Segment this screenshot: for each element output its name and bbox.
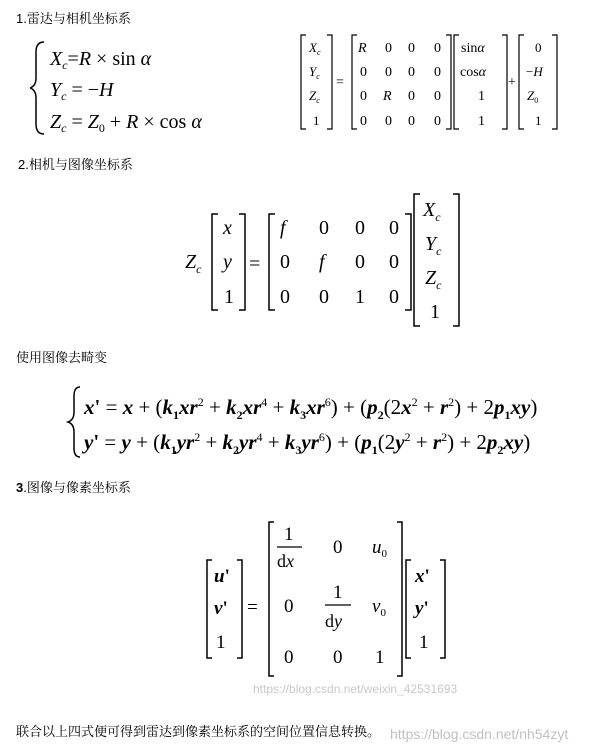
- svg-text:0: 0: [408, 89, 415, 104]
- svg-text:0: 0: [355, 217, 365, 239]
- svg-text:0: 0: [408, 41, 415, 56]
- section-3-title-text: .图像与像素坐标系: [23, 480, 131, 495]
- svg-text:Xc: $X_c$: [423, 199, 441, 224]
- svg-text:cosα: cosα: [460, 65, 487, 80]
- svg-text:1: 1: [284, 524, 294, 545]
- svg-text:0: 0: [385, 65, 392, 80]
- undistort-brace: [68, 387, 80, 457]
- svg-text:0: 0: [434, 114, 441, 129]
- eq1-line3: $Z_c = Z_0 + R \times \cos \alpha$: [50, 111, 202, 135]
- svg-text:0: 0: [434, 41, 441, 56]
- svg-text:0: 0: [389, 217, 399, 239]
- svg-text:−H: −H: [526, 64, 543, 79]
- section-1-title: 1.雷达与相机坐标系: [16, 11, 131, 26]
- svg-text:1: 1: [478, 89, 485, 104]
- undistort-title: 使用图像去畸变: [16, 350, 108, 365]
- svg-text:dy: dy: [325, 611, 342, 631]
- watermark-inner: https://blog.csdn.net/weixin_42531693: [253, 682, 458, 696]
- svg-text:R: R: [383, 89, 392, 104]
- svg-text:0: 0: [434, 65, 441, 80]
- svg-text:f: f: [280, 217, 286, 239]
- svg-text:0: 0: [360, 65, 367, 80]
- svg-text:+: +: [508, 75, 516, 90]
- svg-text:u0: $u_0$: [372, 537, 387, 560]
- svg-text:Zc: $Z_c$: [425, 267, 442, 292]
- eq1-line1: $X_c=R \times \sin \alpha$: [50, 48, 152, 72]
- svg-text:=: =: [247, 597, 258, 618]
- watermark-corner: https://blog.csdn.net/nh54zyt: [390, 726, 569, 742]
- svg-text:0: 0: [284, 596, 294, 617]
- svg-text:=: =: [249, 253, 261, 275]
- svg-text:0: 0: [408, 114, 415, 129]
- svg-text:R: R: [358, 41, 367, 56]
- eq1-vec-right: [519, 35, 557, 129]
- eq1-vec-left: [301, 35, 332, 129]
- eq3-matrix-form: [205, 510, 455, 680]
- svg-text:1: 1: [333, 582, 343, 603]
- svg-text:1: 1: [478, 114, 485, 129]
- svg-text:Yc: $Y_c$: [425, 233, 442, 258]
- svg-text:Xc: $X_c$: [309, 40, 321, 57]
- eq1-system: [30, 38, 245, 138]
- svg-text:1: 1: [313, 113, 320, 128]
- eq1-matrix: [352, 35, 451, 129]
- eq2-vec-right: [414, 194, 459, 326]
- eq2-vec-left: [212, 214, 245, 310]
- svg-text:0: 0: [280, 286, 290, 308]
- svg-text:dx: dx: [277, 551, 294, 571]
- eq1-brace: [30, 42, 44, 134]
- svg-text:1: 1: [224, 286, 234, 308]
- svg-text:1: 1: [419, 632, 429, 653]
- svg-text:1: 1: [355, 286, 365, 308]
- svg-text:x: x: [223, 217, 232, 239]
- svg-text:0: 0: [535, 40, 542, 55]
- svg-text:x': x': [415, 566, 430, 587]
- svg-text:v': v': [214, 598, 228, 619]
- svg-text:0: 0: [389, 286, 399, 308]
- eq2-matrix: [269, 214, 411, 310]
- eq2-matrix-form: [183, 190, 473, 330]
- eq-undistort: [66, 382, 596, 462]
- svg-text:f: f: [319, 251, 325, 273]
- eq1-line2: $Y_c = -H$: [50, 79, 114, 103]
- svg-text:0: 0: [333, 537, 343, 558]
- svg-text:0: 0: [319, 286, 329, 308]
- svg-text:Yc: $Y_c$: [309, 64, 320, 81]
- svg-text:0: 0: [280, 251, 290, 273]
- svg-text:u': u': [214, 566, 230, 587]
- section-3-number: 3: [16, 480, 24, 495]
- eq1-vec-mid: [454, 35, 507, 129]
- svg-text:Zc: $Z_c$: [185, 251, 202, 276]
- svg-text:0: 0: [360, 114, 367, 129]
- eq3-matrix: [269, 522, 402, 676]
- svg-text:=: =: [336, 75, 344, 90]
- undistort-line1: $x' = x + (k_1xr^2 + k_2xr^4 + k_3xr^6) + (p_2(2x^2 + r^2) + 2p_1xy)$: [84, 395, 538, 422]
- svg-text:Zc: $Z_c$: [309, 88, 320, 105]
- svg-text:0: 0: [389, 251, 399, 273]
- section-3-title: [16, 480, 131, 496]
- section-2-title: 2.相机与图像坐标系: [18, 157, 133, 172]
- svg-text:0: 0: [385, 114, 392, 129]
- svg-text:y: y: [223, 251, 232, 273]
- svg-text:y': y': [415, 598, 429, 619]
- svg-text:0: 0: [355, 251, 365, 273]
- eq3-vec-right: [406, 560, 445, 658]
- svg-text:sinα: sinα: [461, 41, 485, 56]
- svg-text:0: 0: [284, 647, 294, 668]
- svg-text:1: 1: [535, 113, 542, 128]
- svg-text:1: 1: [216, 632, 226, 653]
- svg-text:0: 0: [333, 647, 343, 668]
- svg-text:0: 0: [385, 41, 392, 56]
- svg-text:0: 0: [360, 89, 367, 104]
- svg-text:0: 0: [434, 89, 441, 104]
- undistort-line2: $y' = y + (k_1yr^2 + k_2yr^4 + k_3yr^6) + (p_1(2y^2 + r^2) + 2p_2xy)$: [84, 430, 531, 457]
- svg-text:v0: $v_0$: [372, 596, 386, 619]
- svg-text:1: 1: [430, 301, 440, 323]
- svg-text:0: 0: [319, 217, 329, 239]
- conclusion-text: 联合以上四式便可得到雷达到像素坐标系的空间位置信息转换。: [16, 724, 381, 739]
- svg-text:Z0: $Z_0$: [527, 88, 539, 105]
- eq1-matrix-form: [298, 32, 563, 132]
- svg-text:1: 1: [375, 647, 385, 668]
- eq3-vec-left: [207, 560, 242, 658]
- svg-text:0: 0: [408, 65, 415, 80]
